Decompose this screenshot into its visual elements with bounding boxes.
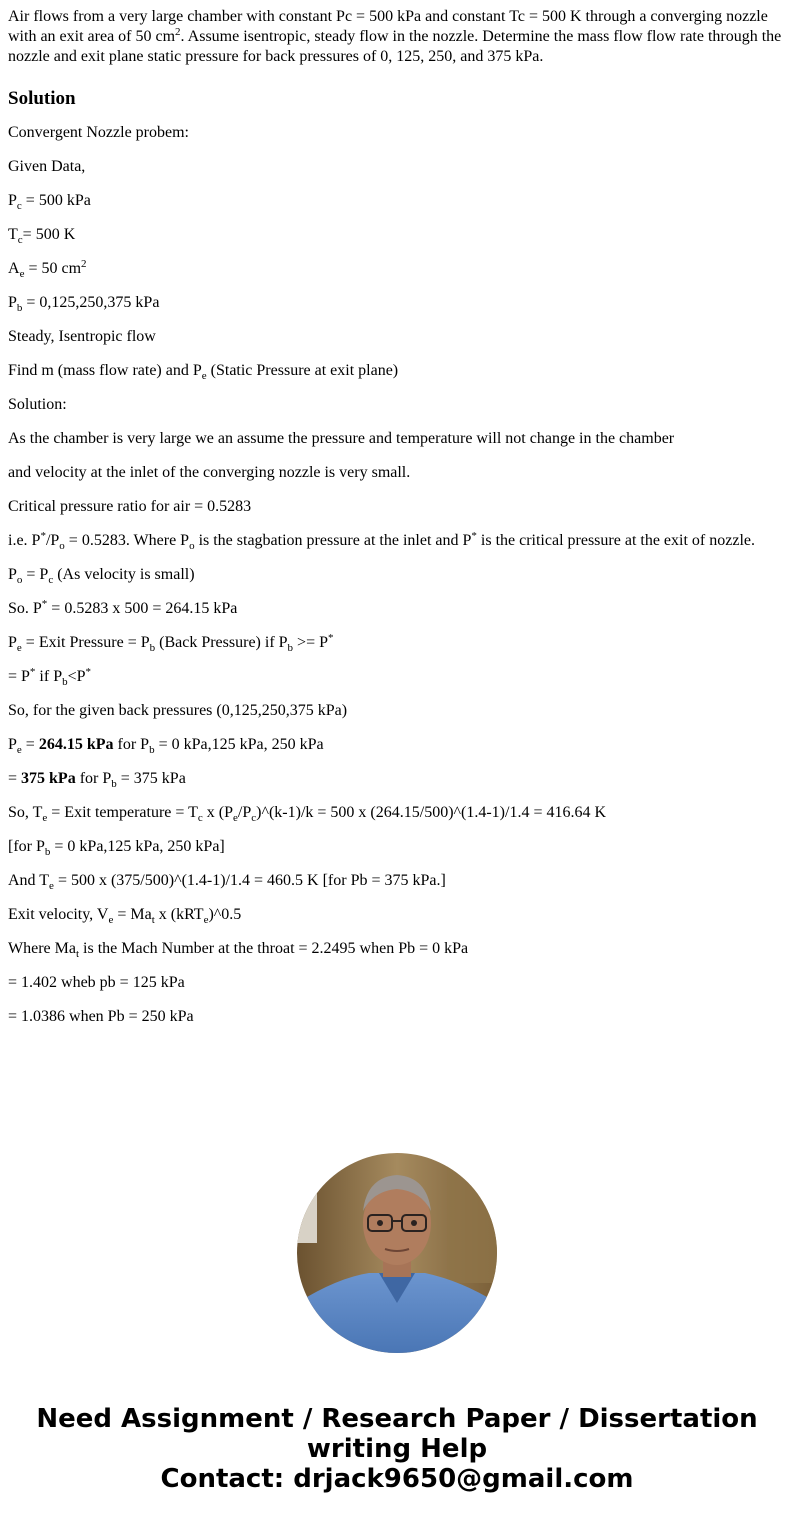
text-run: /P — [45, 532, 60, 549]
text-run: = 0 kPa,125 kPa, 250 kPa — [154, 736, 324, 753]
promo-footer — [0, 1404, 794, 1494]
text-run: = — [21, 736, 39, 753]
text-run: i.e. P — [8, 532, 41, 549]
text-run: = 500 kPa — [21, 192, 91, 209]
text-run: /P — [237, 804, 252, 821]
text-run: <P — [67, 668, 86, 685]
given-pb — [8, 293, 788, 313]
subscript: t — [151, 914, 155, 926]
text-run: )^0.5 — [208, 906, 242, 923]
text-run: = 500 K — [22, 226, 76, 243]
text-run: A — [8, 260, 20, 277]
text-run: = 500 x (375/500)^(1.4-1)/1.4 = 460.5 K [for Pb = 375 kPa.] — [53, 872, 446, 889]
text-run: T — [8, 226, 18, 243]
superscript: * — [40, 530, 46, 542]
solution-heading: Solution — [8, 88, 76, 109]
subscript: c — [251, 812, 257, 824]
subscript: o — [59, 540, 65, 552]
text-run: Find m (mass flow rate) and P — [8, 362, 202, 379]
subscript: o — [189, 540, 195, 552]
text-run: = P — [8, 668, 30, 685]
solution-line — [8, 565, 788, 585]
text-run: >= P — [293, 634, 328, 651]
subscript: b — [287, 642, 294, 654]
subscript: b — [149, 744, 155, 756]
text-run: = 0,125,250,375 kPa — [22, 294, 160, 311]
text-run: = Exit Pressure = P — [21, 634, 150, 651]
subscript: e — [108, 914, 114, 926]
solution-line — [8, 735, 788, 755]
solution-line — [8, 905, 788, 925]
subscript: t — [75, 948, 80, 960]
footer-contact: Contact: drjack9650@gmail.com — [160, 1464, 634, 1494]
solution-line — [8, 633, 788, 653]
text-run: And T — [8, 872, 50, 889]
portrait-photo — [297, 1153, 497, 1353]
text-run: Exit velocity, V — [8, 906, 109, 923]
subscript: c — [17, 234, 23, 246]
text-run: P — [8, 736, 17, 753]
solution-line — [8, 939, 788, 959]
text-run: is the critical pressure at the exit of nozzle. — [476, 532, 755, 549]
subscript: b — [44, 846, 51, 858]
subscript: b — [62, 676, 68, 688]
footer-line: Need Assignment / Research Paper / Dissertation — [36, 1404, 758, 1434]
solution-line: So, for the given back pressures (0,125,250,375 kPa) — [8, 702, 348, 719]
author-avatar — [297, 1153, 497, 1353]
bold-text: 375 kPa — [21, 770, 76, 787]
text-run: (Back Pressure) if P — [155, 634, 288, 651]
bold-text: 264.15 kPa — [38, 736, 114, 753]
solution-line — [8, 769, 788, 789]
solution-line: Convergent Nozzle probem: — [8, 124, 189, 141]
text-run: (As velocity is small) — [53, 566, 195, 583]
text-run: = 0.5283. Where P — [64, 532, 190, 549]
subscript: b — [149, 642, 156, 654]
solution-line: = 1.0386 when Pb = 250 kPa — [8, 1008, 194, 1025]
text-run: P — [8, 566, 17, 583]
text-run: = Exit temperature = T — [47, 804, 198, 821]
text-run: P — [8, 294, 17, 311]
text-run: So. P — [8, 600, 42, 617]
text-run: P — [8, 192, 17, 209]
text-run: = — [8, 770, 22, 787]
text-run: = 0.5283 x 500 = 264.15 kPa — [47, 600, 238, 617]
solution-line — [8, 361, 788, 381]
solution-line: Given Data, — [8, 158, 86, 175]
problem-text: Air flows from a very large chamber with constant Pc = 500 kPa and constant Tc = 500 K through a converging nozzle with an exit area of 50 cm — [8, 8, 768, 45]
given-ae — [8, 259, 788, 279]
text-run: = Ma — [113, 906, 152, 923]
text-run: )^(k-1)/k = 500 x (264.15/500)^(1.4-1)/1.4 = 416.64 K — [256, 804, 607, 821]
subscript: e — [16, 744, 22, 756]
superscript: * — [85, 666, 92, 678]
text-run: is the Mach Number at the throat = 2.2495 when Pb = 0 kPa — [79, 940, 469, 957]
solution-line: Critical pressure ratio for air = 0.5283 — [8, 498, 252, 515]
text-run: [for P — [8, 838, 45, 855]
footer-line: writing Help — [306, 1434, 488, 1464]
given-pc — [8, 191, 788, 211]
superscript: * — [471, 530, 477, 542]
subscript: e — [233, 812, 238, 824]
text-run: x (kRT — [154, 906, 204, 923]
text-run: = 375 kPa — [116, 770, 186, 787]
subscript: e — [16, 642, 22, 654]
solution-line: Steady, Isentropic flow — [8, 328, 156, 345]
solution-line: As the chamber is very large we an assume the pressure and temperature will not change in the chamber — [8, 430, 675, 447]
superscript: * — [29, 666, 36, 678]
subscript: e — [42, 812, 48, 824]
text-run: = 0 kPa,125 kPa, 250 kPa] — [50, 838, 225, 855]
subscript: e — [201, 370, 207, 382]
text-run: (Static Pressure at exit plane) — [206, 362, 399, 379]
solution-line: and velocity at the inlet of the converging nozzle is very small. — [8, 464, 411, 481]
problem-statement — [8, 7, 788, 67]
solution-line — [8, 803, 788, 823]
text-run: P — [8, 634, 17, 651]
text-run: for P — [75, 770, 112, 787]
subscript: o — [16, 574, 23, 586]
text-run: Where Ma — [8, 940, 76, 957]
superscript: 2 — [81, 258, 87, 270]
text-run: x (P — [202, 804, 233, 821]
text-run: = 50 cm — [24, 260, 82, 277]
subscript: b — [16, 302, 23, 314]
superscript: * — [41, 598, 48, 610]
text-run: = P — [22, 566, 49, 583]
problem-text: . Assume isentropic, steady flow in the nozzle. Determine the mass flow flow rate through the nozzle and exit plane static pressure for back pressures of 0, 125, 250, and 375 kPa. — [8, 28, 782, 65]
superscript: * — [328, 632, 334, 644]
subscript: e — [203, 914, 209, 926]
solution-line — [8, 531, 788, 551]
subscript: e — [49, 880, 54, 892]
given-tc — [8, 225, 788, 245]
subscript: c — [48, 574, 54, 586]
solution-line: Solution: — [8, 396, 67, 413]
subscript: e — [19, 268, 25, 280]
solution-line: = 1.402 wheb pb = 125 kPa — [8, 974, 185, 991]
text-run: So, T — [8, 804, 43, 821]
subscript: c — [16, 200, 22, 212]
solution-line — [8, 837, 788, 857]
text-run: is the stagbation pressure at the inlet and P — [194, 532, 472, 549]
solution-line — [8, 871, 788, 891]
text-run: for P — [113, 736, 150, 753]
document-body — [8, 7, 788, 1041]
text-run: if P — [35, 668, 63, 685]
subscript: c — [197, 812, 203, 824]
solution-line — [8, 599, 788, 619]
solution-line — [8, 667, 788, 687]
subscript: b — [111, 778, 117, 790]
superscript: 2 — [175, 26, 181, 38]
